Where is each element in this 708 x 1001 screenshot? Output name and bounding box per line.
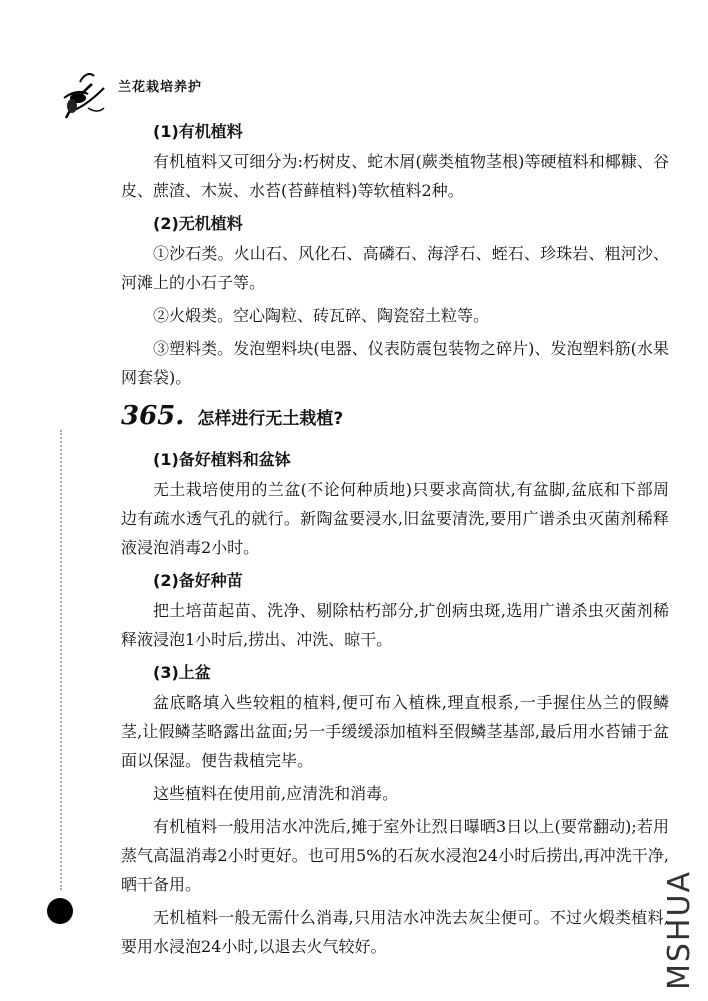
list-item: ①沙石类。火山石、风化石、高磷石、海浮石、蛭石、珍珠岩、粗河沙、河滩上的小石子等。 [121, 244, 669, 292]
paragraph: 把土培苗起苗、洗净、剔除枯朽部分,扩创病虫斑,选用广谱杀虫灭菌剂稀释液浸泡1小时后,捞出、冲洗、晾干。 [121, 601, 669, 649]
subheading-potting: (3)上盆 [153, 663, 211, 682]
subheading-prepare-seedlings: (2)备好种苗 [153, 571, 243, 590]
subheading-inorganic: (2)无机植料 [153, 214, 243, 233]
paragraph: 无土栽培使用的兰盆(不论何种质地)只要求高筒状,有盆脚,盆底和下部周边有疏水透气孔的就行。新陶盆要浸水,旧盆要清洗,要用广谱杀虫灭菌剂稀释液浸泡消毒2小时。 [121, 480, 669, 557]
subheading-prepare-pots: (1)备好植料和盆钵 [153, 450, 291, 469]
orchid-icon [58, 68, 108, 124]
question-heading [121, 398, 669, 437]
subheading-organic: (1)有机植料 [153, 122, 243, 141]
margin-bullet-icon [47, 898, 73, 924]
paragraph: 有机植料又可细分为:朽树皮、蛇木屑(蕨类植物茎根)等硬植料和椰糠、谷皮、蔗渣、木炭、水苔(苔藓植料)等软植料2种。 [121, 152, 669, 200]
list-item: ③塑料类。发泡塑料块(电器、仪表防震包装物之碎片)、发泡塑料筋(水果网套袋)。 [121, 339, 669, 387]
watermark: MSHUA [662, 870, 697, 990]
paragraph: 盆底略填入些较粗的植料,便可布入植株,理直根系,一手握住丛兰的假鳞茎,让假鳞茎略露出盆面;另一手缓缓添加植料至假鳞茎基部,最后用水苔铺于盆面以保湿。便告栽植完毕。 [121, 693, 669, 770]
margin-dotted-line [60, 430, 62, 890]
question-number: 365. [121, 401, 185, 431]
paragraph: 有机植料一般用洁水冲洗后,摊于室外让烈日曝晒3日以上(要常翻动);若用蒸气高温消毒2小时更好。也可用5%的石灰水浸泡24小时后捞出,再冲洗干净,晒干备用。 [121, 817, 669, 894]
paragraph: 这些植料在使用前,应清洗和消毒。 [153, 784, 399, 803]
paragraph: 无机植料一般无需什么消毒,只用洁水冲洗去灰尘便可。不过火煅类植料,要用水浸泡24小时,以退去火气较好。 [121, 908, 669, 956]
question-title: 怎样进行无土栽植? [197, 409, 344, 429]
list-item: ②火煅类。空心陶粒、砖瓦碎、陶瓷窑土粒等。 [153, 306, 490, 325]
page-content [121, 117, 669, 965]
series-title: 兰花栽培养护 [118, 80, 203, 95]
